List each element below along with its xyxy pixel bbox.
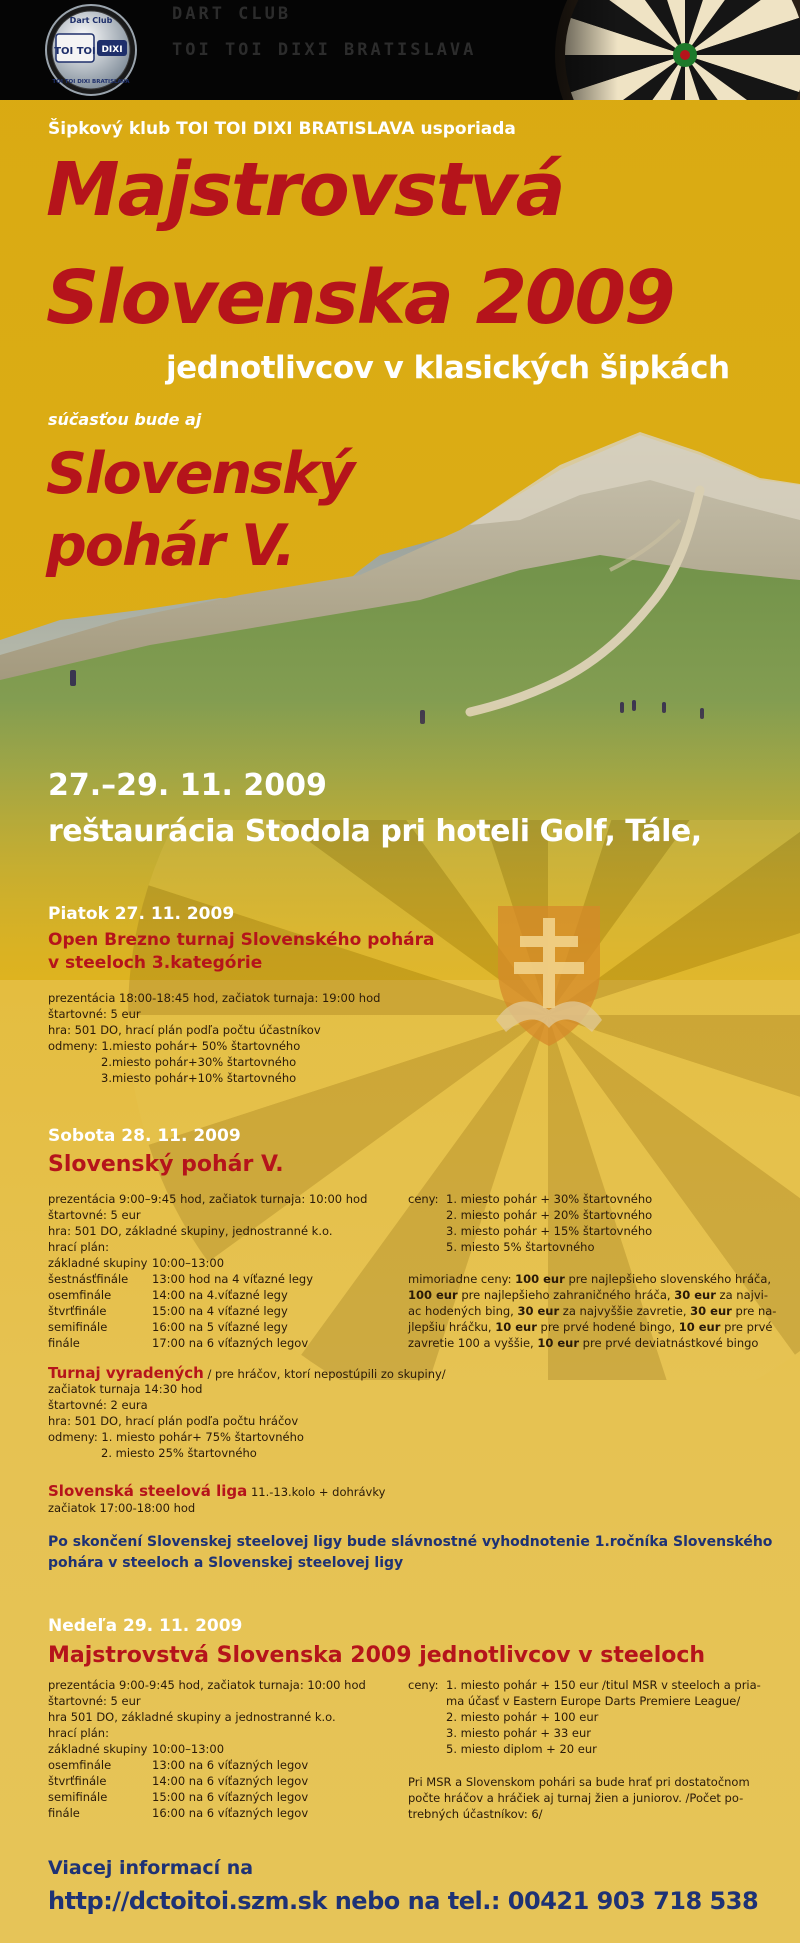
contact-line: http://dctoitoi.szm.sk nebo na tel.: 00421 903 718 538 bbox=[48, 1887, 759, 1915]
schedule-time: 14:00 na 6 víťazných legov bbox=[152, 1774, 309, 1788]
friday-heading: Piatok 27. 11. 2009 bbox=[48, 904, 235, 924]
knockout-reward: 2. miesto 25% štartovného bbox=[101, 1446, 257, 1460]
schedule-row bbox=[48, 1335, 313, 1351]
knockout-line: štartovné: 2 eura bbox=[48, 1398, 148, 1412]
event-venue: reštaurácia Stodola pri hoteli Golf, Tále, bbox=[48, 814, 702, 849]
schedule-time: 17:00 na 6 víťazných legov bbox=[152, 1336, 309, 1350]
logo-bottom-text: TOI TOI DIXI BRATISLAVA bbox=[52, 79, 130, 85]
sunday-note bbox=[408, 1774, 750, 1822]
cup-title-line-1: Slovenský bbox=[46, 441, 354, 507]
friday-event-line-2: v steeloch 3.kategórie bbox=[48, 953, 263, 973]
schedule-row bbox=[48, 1773, 308, 1789]
logo-mark-left: TOI TOI bbox=[54, 46, 96, 57]
prize-item: 5. miesto diplom + 20 eur bbox=[446, 1742, 597, 1756]
schedule-stage: základné skupiny bbox=[48, 1256, 148, 1270]
schedule-time: 16:00 na 5 víťazné legy bbox=[152, 1320, 288, 1334]
knockout-section bbox=[48, 1363, 446, 1382]
schedule-time: 10:00–13:00 bbox=[152, 1256, 225, 1270]
announcement-line-1: Po skončení Slovenskej steelovej ligy bude slávnostné vyhodnotenie 1.ročníka Slovenského bbox=[48, 1534, 773, 1550]
saturday-line: štartovné: 5 eur bbox=[48, 1208, 141, 1222]
knockout-note: / pre hráčov, ktorí nepostúpili zo skupiny/ bbox=[203, 1367, 446, 1381]
friday-line: odmeny: 1.miesto pohár+ 50% štartovného bbox=[48, 1039, 301, 1053]
club-name-line-1: DART CLUB bbox=[172, 4, 292, 24]
prize-item: 3. miesto pohár + 33 eur bbox=[446, 1726, 592, 1740]
sunday-line: hrací plán: bbox=[48, 1726, 109, 1740]
cup-title-line-2: pohár V. bbox=[46, 513, 294, 579]
part-of-text: súčasťou bude aj bbox=[48, 410, 202, 429]
schedule-stage: šestnásťfinále bbox=[48, 1272, 129, 1286]
schedule-stage: semifinále bbox=[48, 1320, 108, 1334]
sunday-event-title: Majstrovstvá Slovenska 2009 jednotlivcov v steeloch bbox=[48, 1643, 706, 1668]
schedule-row bbox=[48, 1741, 308, 1757]
prize-item: 2. miesto pohár + 20% štartovného bbox=[446, 1208, 653, 1222]
knockout-details bbox=[48, 1381, 304, 1461]
friday-line: prezentácia 18:00-18:45 hod, začiatok turnaja: 19:00 hod bbox=[48, 991, 381, 1005]
schedule-time: 16:00 na 6 víťazných legov bbox=[152, 1806, 309, 1820]
friday-line: hra: 501 DO, hrací plán podľa počtu účastníkov bbox=[48, 1023, 321, 1037]
sunday-heading: Nedeľa 29. 11. 2009 bbox=[48, 1616, 243, 1636]
slovak-cross-emblem bbox=[492, 900, 606, 1050]
schedule-stage: finále bbox=[48, 1336, 80, 1350]
more-info-label: Viacej informací na bbox=[48, 1857, 254, 1879]
logo-mark-right: DIXI bbox=[101, 45, 123, 55]
club-logo bbox=[42, 3, 140, 97]
friday-event-line-1: Open Brezno turnaj Slovenského pohára bbox=[48, 930, 435, 950]
sunday-details bbox=[48, 1677, 366, 1821]
schedule-time: 15:00 na 6 víťazných legov bbox=[152, 1790, 309, 1804]
schedule-time: 10:00–13:00 bbox=[152, 1742, 225, 1756]
schedule-stage: semifinále bbox=[48, 1790, 108, 1804]
logo-top-text: Dart Club bbox=[69, 16, 113, 25]
friday-line: štartovné: 5 eur bbox=[48, 1007, 141, 1021]
schedule-row bbox=[48, 1287, 313, 1303]
saturday-schedule bbox=[48, 1255, 313, 1351]
schedule-row bbox=[48, 1757, 308, 1773]
schedule-row bbox=[48, 1255, 313, 1271]
main-subtitle: jednotlivcov v klasických šipkách bbox=[166, 350, 730, 386]
saturday-event-title: Slovenský pohár V. bbox=[48, 1152, 284, 1177]
sunday-schedule bbox=[48, 1741, 308, 1821]
prizes-label: ceny: bbox=[408, 1678, 439, 1692]
saturday-extra-prizes: mimoriadne ceny: 100 eur pre najlepšieho slovenského hráča, 100 eur pre najlepšieho zahraničného hráča, 30 eur za najvi- ac hodených bing, 30 eur za najvyššie zavretie, 30 eur pre na- jlepšiu hráčku, 10 eur pre prvé hodené bingo, 10 eur pre prvé zavretie 100 a vyššie, 10 eur pre prvé deviatnástkové bingo bbox=[408, 1272, 777, 1350]
announcement-line-2: pohára v steeloch a Slovenskej steelovej ligy bbox=[48, 1555, 404, 1571]
knockout-line: hra: 501 DO, hrací plán podľa počtu hráčov bbox=[48, 1414, 299, 1428]
sunday-line: hra 501 DO, základné skupiny a jednostranné k.o. bbox=[48, 1710, 336, 1724]
club-name-line-2: TOI TOI DIXI BRATISLAVA bbox=[172, 40, 477, 60]
saturday-details bbox=[48, 1191, 367, 1351]
prize-item: 5. miesto 5% štartovného bbox=[446, 1240, 595, 1254]
dartboard-image bbox=[520, 0, 800, 100]
prizes-label: ceny: bbox=[408, 1192, 439, 1206]
friday-prize-line: 2.miesto pohár+30% štartovného bbox=[101, 1055, 297, 1069]
event-date-range: 27.–29. 11. 2009 bbox=[48, 768, 327, 803]
saturday-line: prezentácia 9:00–9:45 hod, začiatok turnaja: 10:00 hod bbox=[48, 1192, 368, 1206]
league-time: začiatok 17:00-18:00 hod bbox=[48, 1501, 196, 1515]
league-note: 11.-13.kolo + dohrávky bbox=[247, 1485, 386, 1499]
schedule-stage: základné skupiny bbox=[48, 1742, 148, 1756]
schedule-time: 13:00 hod na 4 víťazné legy bbox=[152, 1272, 314, 1286]
sunday-note-line: Pri MSR a Slovenskom pohári sa bude hrať pri dostatočnom bbox=[408, 1775, 750, 1789]
main-title-line-2: Slovenska 2009 bbox=[46, 255, 674, 341]
sunday-line: štartovné: 5 eur bbox=[48, 1694, 141, 1708]
schedule-time: 15:00 na 4 víťazné legy bbox=[152, 1304, 288, 1318]
main-title-line-1: Majstrovstvá bbox=[46, 147, 564, 233]
saturday-line: hra: 501 DO, základné skupiny, jednostranné k.o. bbox=[48, 1224, 333, 1238]
schedule-stage: štvrťfinále bbox=[48, 1774, 107, 1788]
knockout-reward: odmeny: 1. miesto pohár+ 75% štartovného bbox=[48, 1430, 304, 1444]
league-title: Slovenská steelová liga bbox=[48, 1482, 248, 1500]
organizer-intro: Šipkový klub TOI TOI DIXI BRATISLAVA usporiada bbox=[48, 119, 516, 139]
saturday-prizes bbox=[408, 1191, 652, 1255]
header-bar bbox=[0, 0, 800, 100]
schedule-time: 14:00 na 4.víťazné legy bbox=[152, 1288, 288, 1302]
prize-item: 3. miesto pohár + 15% štartovného bbox=[446, 1224, 653, 1238]
schedule-row bbox=[48, 1271, 313, 1287]
schedule-row bbox=[48, 1789, 308, 1805]
schedule-stage: štvrťfinále bbox=[48, 1304, 107, 1318]
sunday-line: prezentácia 9:00-9:45 hod, začiatok turnaja: 10:00 hod bbox=[48, 1678, 366, 1692]
prize-item: 2. miesto pohár + 100 eur bbox=[446, 1710, 599, 1724]
prize-item: 1. miesto pohár + 150 eur /titul MSR v steeloch a pria- bbox=[446, 1678, 761, 1692]
sunday-note-line: trebných účastníkov: 6/ bbox=[408, 1807, 543, 1821]
knockout-line: začiatok turnaja 14:30 hod bbox=[48, 1382, 203, 1396]
prize-item: 1. miesto pohár + 30% štartovného bbox=[446, 1192, 653, 1206]
schedule-stage: osemfinále bbox=[48, 1288, 112, 1302]
schedule-stage: finále bbox=[48, 1806, 80, 1820]
saturday-line: hrací plán: bbox=[48, 1240, 109, 1254]
league-section bbox=[48, 1481, 385, 1500]
schedule-row bbox=[48, 1303, 313, 1319]
friday-details bbox=[48, 990, 380, 1086]
schedule-row bbox=[48, 1805, 308, 1821]
knockout-title: Turnaj vyradených bbox=[48, 1364, 204, 1382]
schedule-stage: osemfinále bbox=[48, 1758, 112, 1772]
saturday-heading: Sobota 28. 11. 2009 bbox=[48, 1126, 241, 1146]
sunday-note-line: počte hráčov a hráčiek aj turnaj žien a juniorov. /Počet po- bbox=[408, 1791, 744, 1805]
sunday-prizes bbox=[408, 1677, 761, 1757]
prize-item: ma účasť v Eastern Europe Darts Premiere League/ bbox=[446, 1694, 741, 1708]
friday-prize-line: 3.miesto pohár+10% štartovného bbox=[101, 1071, 297, 1085]
schedule-row bbox=[48, 1319, 313, 1335]
schedule-time: 13:00 na 6 víťazných legov bbox=[152, 1758, 309, 1772]
